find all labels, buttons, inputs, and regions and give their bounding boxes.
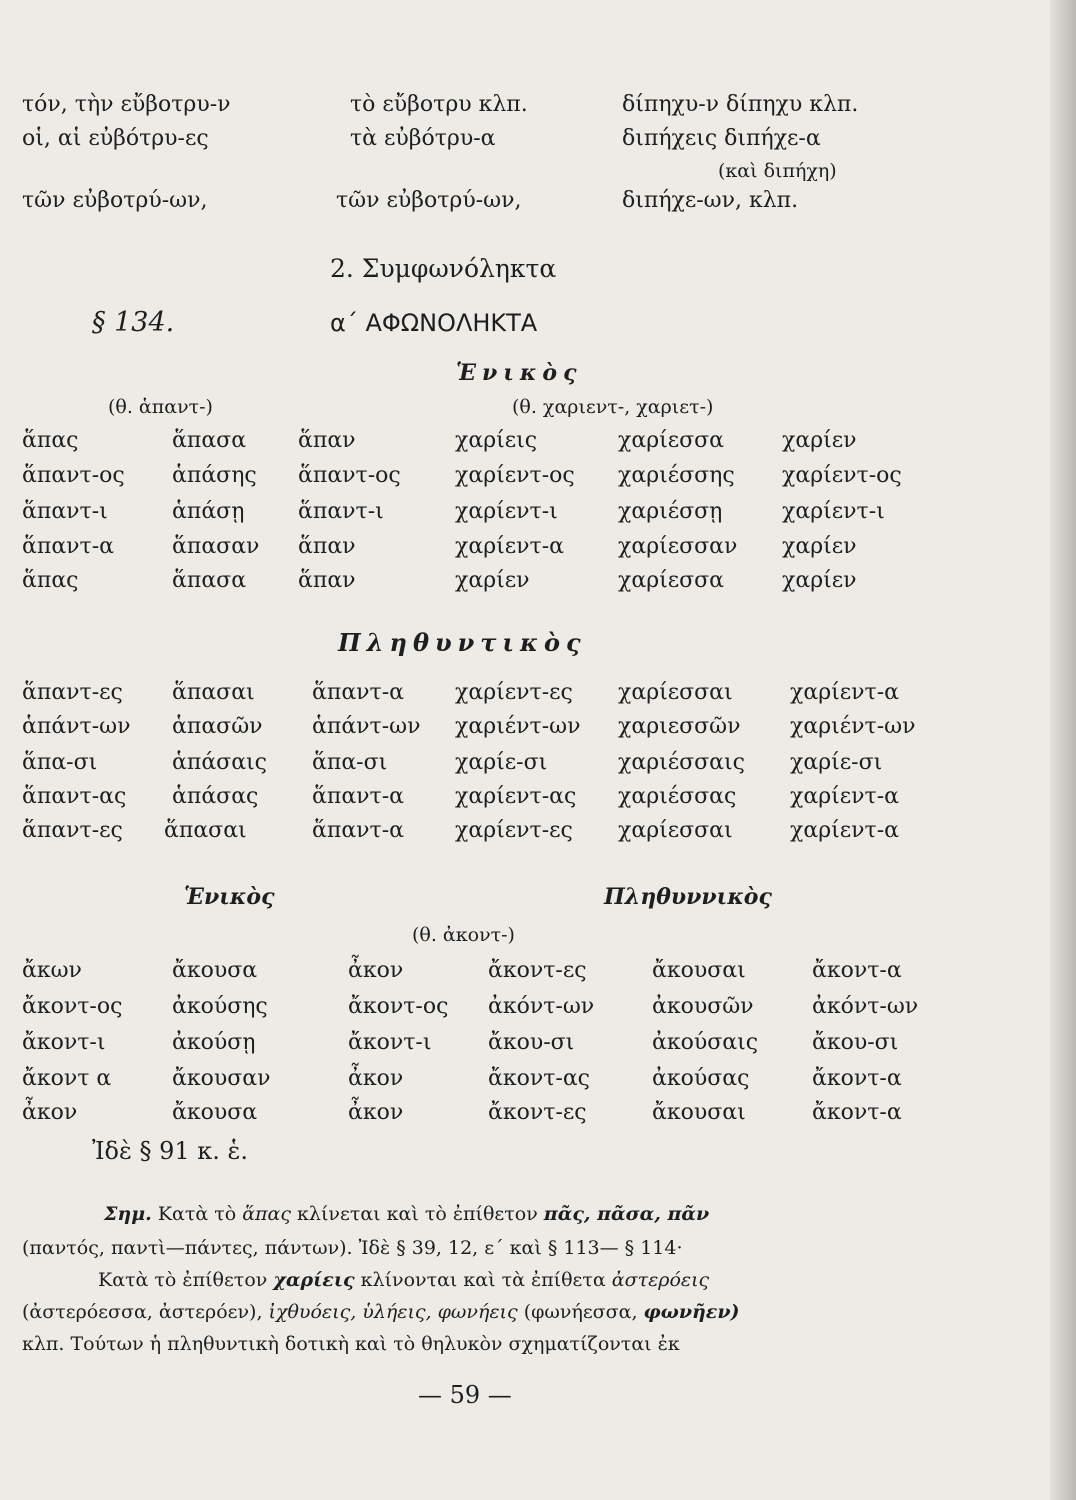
top-line-2-col-1: οἱ, αἱ εὐβότρυ-ες <box>22 126 209 151</box>
note-term: χαρίεις <box>273 1269 355 1291</box>
table-cell: χαρίε-σι <box>790 750 883 775</box>
table-cell: χαριέσσῃ <box>618 499 723 524</box>
table-cell: ἅπαντ-α <box>22 534 115 559</box>
table-cell: ἅπαντ-ας <box>22 784 127 809</box>
cross-reference: Ἰδὲ § 91 κ. ἑ. <box>92 1137 249 1165</box>
stem-charient: (θ. χαριεντ-, χαριετ-) <box>512 396 714 418</box>
table-cell: ἁπάντ-ων <box>22 714 131 739</box>
table-cell: ἁπασῶν <box>172 714 263 739</box>
top-line-1-col-2: τὸ εὔβοτρυ κλπ. <box>350 92 528 117</box>
top-line-1-col-3: δίπηχυ-ν δίπηχυ κλπ. <box>622 92 859 117</box>
table-cell: ἄκοντ-ι <box>348 1030 432 1055</box>
table-cell: χαρίεν <box>782 428 857 453</box>
note-term: πᾶς, πᾶσα, πᾶν <box>543 1203 710 1225</box>
table-cell: χαρίεν <box>782 534 857 559</box>
table-cell: χαρίεντ-α <box>455 534 564 559</box>
top-line-1-col-1: τόν, τὴν εὔβοτρυ-ν <box>22 92 231 117</box>
note-line-3 <box>22 1266 924 1294</box>
table-cell: ἄκοντ-ος <box>22 994 123 1019</box>
table-cell: χαριέσσας <box>618 784 737 809</box>
table-cell: χαρίεσσαι <box>618 818 733 843</box>
singular-label: Ἑνικὸς <box>456 360 583 386</box>
table-cell: χαρίεσσα <box>618 568 725 593</box>
table-cell: χαρίεντ-ος <box>782 463 902 488</box>
table-cell: ἅπαντ-ες <box>22 818 123 843</box>
table-cell: ἁπάντ-ων <box>312 714 421 739</box>
table-cell: ἄκουσα <box>172 958 258 983</box>
table-cell: ἅπαντ-α <box>312 680 405 705</box>
page-number: — 59 — <box>418 1381 512 1409</box>
table-cell: χαριέσσης <box>618 463 735 488</box>
akon-singular-label: Ἑνικὸς <box>184 884 275 910</box>
table-cell: ἅπασα <box>172 428 247 453</box>
section-number: § 134. <box>92 307 175 338</box>
table-cell: ἀκούσας <box>652 1066 750 1091</box>
table-cell: ἄκουσα <box>172 1100 258 1125</box>
table-cell: ἄκοντ α <box>22 1066 112 1091</box>
table-cell: ἅπαντ-ος <box>22 463 125 488</box>
table-cell: χαριέντ-ων <box>790 714 916 739</box>
table-cell: ἅπαν <box>298 428 356 453</box>
note-abbr: Σημ. <box>104 1203 152 1225</box>
table-cell: χαρίεν <box>782 568 857 593</box>
note-term: ἅπας <box>242 1203 292 1225</box>
table-cell: ἆκον <box>22 1100 78 1125</box>
stem-akont: (θ. ἀκοντ-) <box>412 924 515 946</box>
akon-plural-label: Πληθυννικὸς <box>604 884 772 910</box>
table-cell: χαρίεντ-α <box>790 680 899 705</box>
table-cell: ἅπαντ-ι <box>298 499 384 524</box>
table-cell: ἅπασαν <box>172 534 260 559</box>
table-cell: χαρίεσσαι <box>618 680 733 705</box>
note-text: (φωνήεσσα, <box>517 1301 644 1323</box>
table-cell: χαρίεις <box>455 428 538 453</box>
note-text: κλίνονται καὶ τὰ ἐπίθετα <box>354 1269 612 1291</box>
top-line-2-col-3: διπήχεις διπήχε-α <box>622 126 821 151</box>
section-title: α΄ ΑΦΩΝΟΛΗΚΤΑ <box>330 309 538 337</box>
table-cell: ἄκοντ-ες <box>488 958 587 983</box>
table-cell: ἄκοντ-ι <box>22 1030 106 1055</box>
note-text: κλίνεται καὶ τὸ ἐπίθετον <box>291 1203 544 1225</box>
table-cell: ἄκοντ-α <box>812 1066 902 1091</box>
table-cell: ἄκων <box>22 958 82 983</box>
note-term: ἰχθυόεις, ὑλήεις, φωνήεις <box>268 1301 518 1323</box>
table-cell: χαρίεντ-ι <box>782 499 885 524</box>
note-line-1 <box>22 1200 924 1228</box>
table-cell: ἄκου-σι <box>812 1030 899 1055</box>
table-cell: χαρίεντ-ος <box>455 463 575 488</box>
top-line-2-col-2: τὰ εὐβότρυ-α <box>350 126 496 151</box>
table-cell: ἅπαντ-α <box>312 818 405 843</box>
table-cell: χαρίεσσαν <box>618 534 738 559</box>
note-term: ἀστερόεις <box>611 1269 710 1291</box>
note-text: (ἀστερόεσσα, ἀστερόεν), <box>22 1301 269 1323</box>
table-cell: ἆκον <box>348 958 404 983</box>
table-cell: ἅπαντ-ος <box>298 463 401 488</box>
table-cell: ἄκουσαι <box>652 1100 746 1125</box>
table-cell: ἄκοντ-ος <box>348 994 449 1019</box>
table-cell: χαρίεντ-α <box>790 784 899 809</box>
table-cell: ἄκοντ-α <box>812 1100 902 1125</box>
table-cell: ἆκον <box>348 1100 404 1125</box>
table-cell: ἅπα-σι <box>312 750 388 775</box>
table-cell: ἅπα-σι <box>22 750 98 775</box>
table-cell: ἄκοντ-ες <box>488 1100 587 1125</box>
table-cell: ἀκούσαις <box>652 1030 759 1055</box>
table-cell: ἁπάσης <box>172 463 257 488</box>
note-line-2 <box>22 1234 924 1262</box>
table-cell: ἀκόντ-ων <box>812 994 919 1019</box>
table-cell: χαριέσσαις <box>618 750 745 775</box>
note-term: φωνῆεν) <box>643 1301 740 1323</box>
table-cell: ἄκου-σι <box>488 1030 575 1055</box>
table-cell: ἀκουσῶν <box>652 994 754 1019</box>
table-cell: ἀκούσης <box>172 994 268 1019</box>
table-cell: χαρίεσσα <box>618 428 725 453</box>
note-line-4 <box>22 1298 924 1326</box>
table-cell: χαρίεντ-ες <box>455 680 573 705</box>
table-cell: ἅπαν <box>298 568 356 593</box>
table-cell: ἄκοντ-ας <box>488 1066 591 1091</box>
table-cell: ἆκον <box>348 1066 404 1091</box>
table-cell: ἁπάσαις <box>172 750 267 775</box>
table-cell: χαρίεντ-ι <box>455 499 558 524</box>
table-cell: ἅπασαι <box>164 818 247 843</box>
table-cell: ἀκούσῃ <box>172 1030 256 1055</box>
note-line-5 <box>22 1330 924 1358</box>
top-line-3-col-3: (καὶ διπήχη) <box>718 160 837 182</box>
plural-label: Πληθυντικὸς <box>338 628 587 657</box>
stem-apant: (θ. ἁπαντ-) <box>108 396 213 418</box>
note-text: Κατὰ τὸ ἐπίθετον <box>98 1269 274 1291</box>
table-cell: ἅπαντ-α <box>312 784 405 809</box>
table-cell: χαρίεν <box>455 568 530 593</box>
table-cell: χαρίεντ-ας <box>455 784 577 809</box>
table-cell: ἄκουσαι <box>652 958 746 983</box>
table-cell: ἅπαντ-ι <box>22 499 108 524</box>
table-cell: χαρίεντ-ες <box>455 818 573 843</box>
note-text: Κατὰ τὸ <box>151 1203 243 1225</box>
top-line-4-col-2: τῶν εὐβοτρύ-ων, <box>336 188 522 213</box>
table-cell: χαριέντ-ων <box>455 714 581 739</box>
table-cell: χαριεσσῶν <box>618 714 741 739</box>
table-cell: χαρίε-σι <box>455 750 548 775</box>
table-cell: ἅπασαι <box>172 680 255 705</box>
table-cell: ἅπαν <box>298 534 356 559</box>
table-cell: ἅπας <box>22 568 79 593</box>
note-text: κλπ. Τούτων ἡ πληθυντικὴ δοτικὴ καὶ τὸ θηλυκὸν σχηματίζονται ἐκ <box>22 1333 680 1355</box>
table-cell: ἀκόντ-ων <box>488 994 595 1019</box>
top-line-4-col-1: τῶν εὐβοτρύ-ων, <box>22 188 208 213</box>
table-cell: ἁπάσας <box>172 784 259 809</box>
top-line-4-col-3: διπήχε-ων, κλπ. <box>622 188 799 213</box>
table-cell: ἅπαντ-ες <box>22 680 123 705</box>
table-cell: ἅπας <box>22 428 79 453</box>
note-text: (παντός, παντὶ—πάντες, πάντων). Ἰδὲ § 39, 12, ε΄ καὶ § 113— § 114· <box>22 1237 683 1259</box>
page-edge-shadow <box>1050 0 1076 1500</box>
table-cell: χαρίεντ-α <box>790 818 899 843</box>
table-cell: ἄκοντ-α <box>812 958 902 983</box>
table-cell: ἅπασα <box>172 568 247 593</box>
table-cell: ἄκουσαν <box>172 1066 271 1091</box>
subheading: 2. Συμφωνόληκτα <box>330 254 557 283</box>
table-cell: ἁπάσῃ <box>172 499 245 524</box>
